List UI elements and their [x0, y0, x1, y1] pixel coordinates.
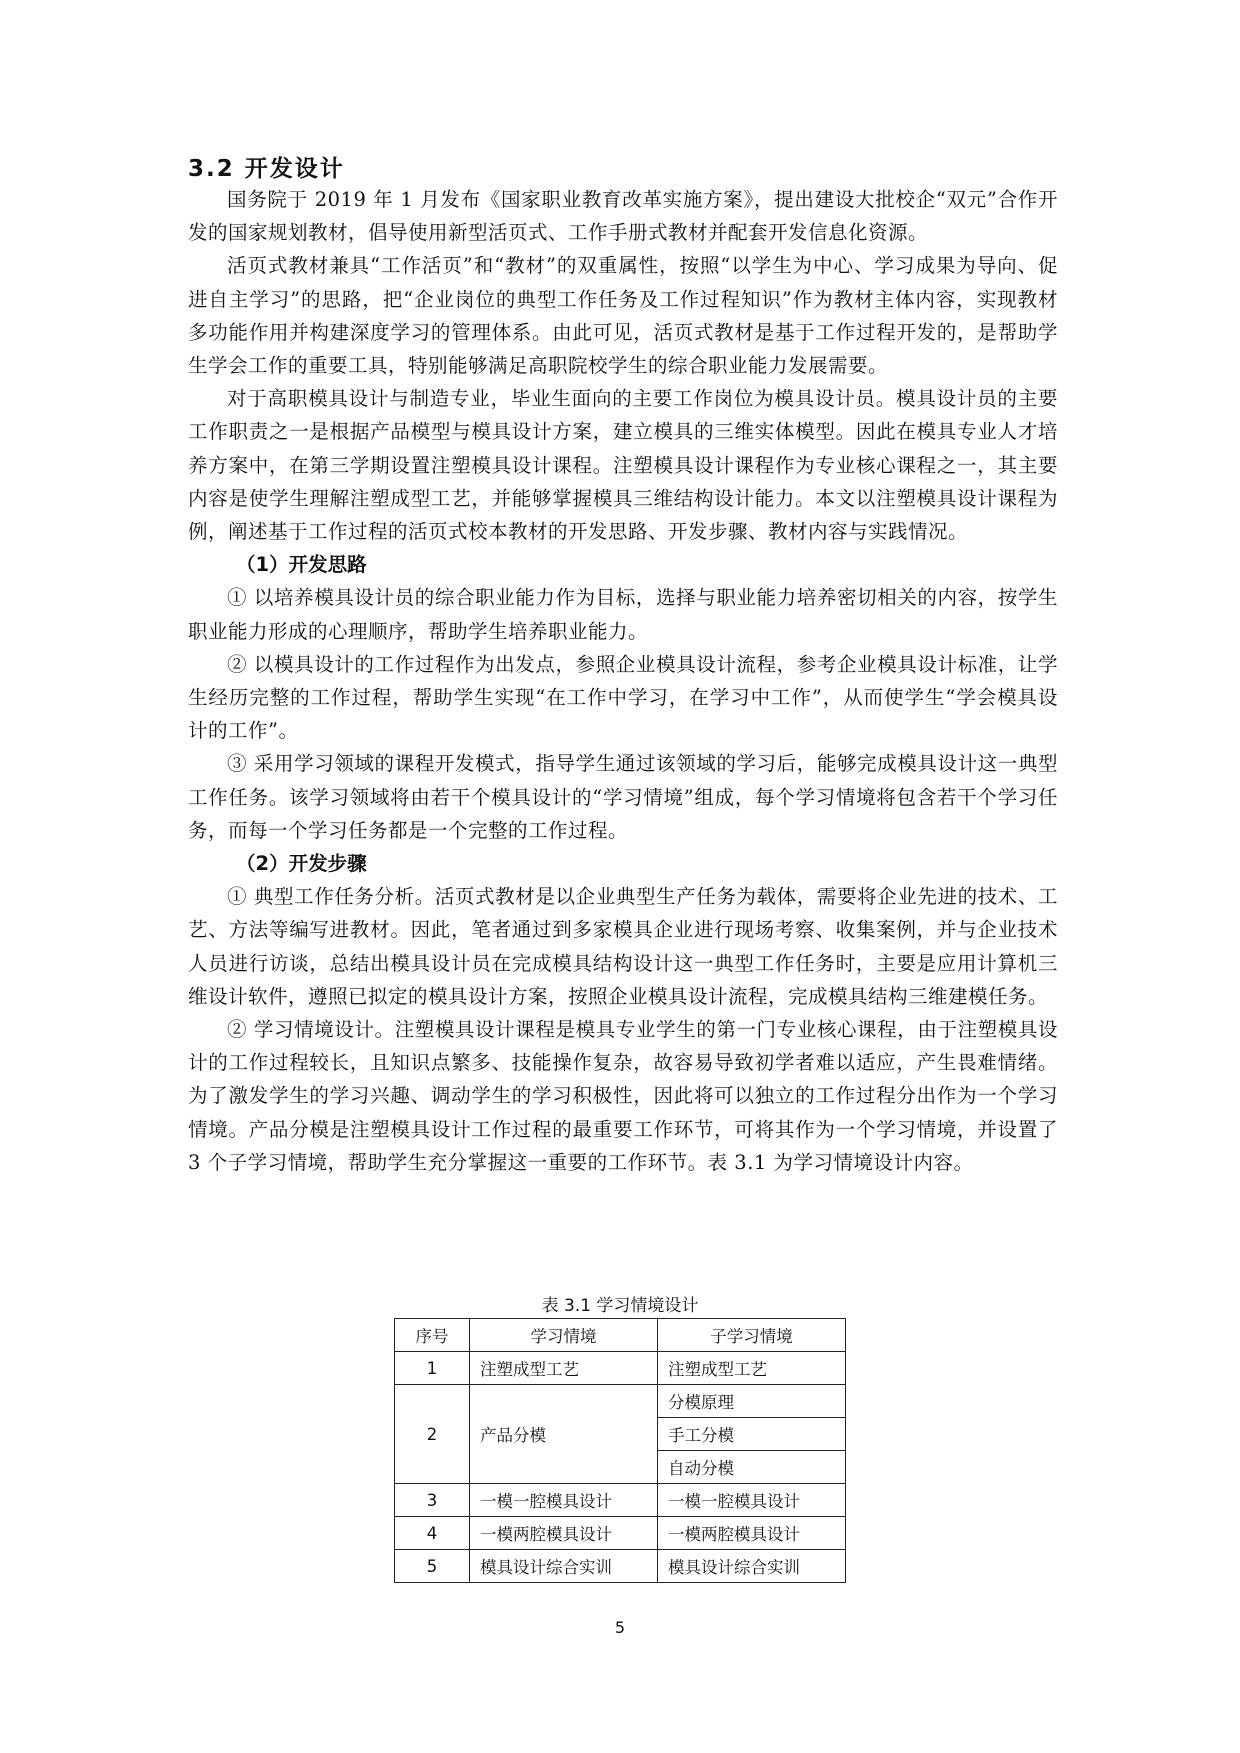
situation-cell: 一模一腔模具设计 — [470, 1484, 658, 1517]
situation-cell: 模具设计综合实训 — [470, 1550, 658, 1583]
sub-situation-cell: 一模两腔模具设计 — [658, 1517, 846, 1550]
column-header: 子学习情境 — [658, 1319, 846, 1352]
table-row — [395, 1352, 846, 1385]
table-row — [395, 1550, 846, 1583]
table-row — [395, 1484, 846, 1517]
sub-situation-cell: 一模一腔模具设计 — [658, 1484, 846, 1517]
body-text — [188, 183, 1058, 1179]
table-header-row — [395, 1319, 846, 1352]
sub-situation-cell: 分模原理 — [658, 1385, 846, 1418]
learning-situation-table — [394, 1318, 846, 1583]
subsection-heading: （2）开发步骤 — [236, 852, 367, 876]
paragraph: ② 学习情境设计。注塑模具设计课程是模具专业学生的第一门专业核心课程，由于注塑模具设计的工作过程较长，且知识点繁多、技能操作复杂，故容易导致初学者难以适应，产生畏难情绪。为了激发学生的学习兴趣、调动学生的学习积极性，因此将可以独立的工作过程分出作为一个学习情境。产品分模是注塑模具设计工作过程的最重要工作环节，可将其作为一个学习情境，并设置了 3 个子学习情境，帮助学生充分掌握这一重要的工作环节。表 3.1 为学习情境设计内容。 — [188, 1018, 1058, 1174]
row-number: 4 — [395, 1517, 470, 1550]
paragraph: ① 典型工作任务分析。活页式教材是以企业典型生产任务为载体，需要将企业先进的技术、工艺、方法等编写进教材。因此，笔者通过到多家模具企业进行现场考察、收集案例，并与企业技术人员进行访谈，总结出模具设计员在完成模具结构设计这一典型工作任务时，主要是应用计算机三维设计软件，遵照已拟定的模具设计方案，按照企业模具设计流程，完成模具结构三维建模任务。 — [188, 885, 1058, 1008]
paragraph: 对于高职模具设计与制造专业，毕业生面向的主要工作岗位为模具设计员。模具设计员的主要工作职责之一是根据产品模型与模具设计方案，建立模具的三维实体模型。因此在模具专业人才培养方案中，在第三学期设置注塑模具设计课程。注塑模具设计课程作为专业核心课程之一，其主要内容是使学生理解注塑成型工艺，并能够掌握模具三维结构设计能力。本文以注塑模具设计课程为例，阐述基于工作过程的活页式校本教材的开发思路、开发步骤、教材内容与实践情况。 — [188, 387, 1058, 544]
sub-situation-cell: 手工分模 — [658, 1418, 846, 1451]
row-number: 1 — [395, 1352, 470, 1385]
situation-cell: 注塑成型工艺 — [470, 1352, 658, 1385]
row-number: 2 — [395, 1385, 470, 1484]
situation-cell: 产品分模 — [470, 1385, 658, 1484]
subsection-heading: （1）开发思路 — [236, 553, 367, 577]
row-number: 3 — [395, 1484, 470, 1517]
row-number: 5 — [395, 1550, 470, 1583]
paragraph: ② 以模具设计的工作过程作为出发点，参照企业模具设计流程，参考企业模具设计标准，让学生经历完整的工作过程，帮助学生实现“在工作中学习，在学习中工作”，从而使学生“学会模具设计的工作”。 — [188, 652, 1058, 743]
paragraph: 国务院于 2019 年 1 月发布《国家职业教育改革实施方案》，提出建设大批校企“双元”合作开发的国家规划教材，倡导使用新型活页式、工作手册式教材并配套开发信息化资源。 — [188, 188, 1058, 245]
sub-situation-cell: 自动分模 — [658, 1451, 846, 1484]
situation-cell: 一模两腔模具设计 — [470, 1517, 658, 1550]
table-row — [395, 1517, 846, 1550]
sub-situation-cell: 模具设计综合实训 — [658, 1550, 846, 1583]
page-number: 5 — [614, 1618, 626, 1637]
column-header: 学习情境 — [470, 1319, 658, 1352]
table-caption: 表 3.1 学习情境设计 — [541, 1296, 699, 1316]
paragraph: ① 以培养模具设计员的综合职业能力作为目标，选择与职业能力培养密切相关的内容，按学生职业能力形成的心理顺序，帮助学生培养职业能力。 — [188, 586, 1058, 643]
section-title: 3.2 开发设计 — [188, 156, 345, 182]
paragraph: ③ 采用学习领域的课程开发模式，指导学生通过该领域的学习后，能够完成模具设计这一典型工作任务。该学习领域将由若干个模具设计的“学习情境”组成，每个学习情境将包含若干个学习任务，而每一个学习任务都是一个完整的工作过程。 — [188, 752, 1058, 842]
paragraph: 活页式教材兼具“工作活页”和“教材”的双重属性，按照“以学生为中心、学习成果为导向、促进自主学习”的思路，把“企业岗位的典型工作任务及工作过程知识”作为教材主体内容，实现教材多功能作用并构建深度学习的管理体系。由此可见，活页式教材是基于工作过程开发的，是帮助学生学会工作的重要工具，特别能够满足高职院校学生的综合职业能力发展需要。 — [188, 254, 1058, 378]
sub-situation-cell: 注塑成型工艺 — [658, 1352, 846, 1385]
table-row — [395, 1385, 846, 1418]
column-header: 序号 — [395, 1319, 470, 1352]
